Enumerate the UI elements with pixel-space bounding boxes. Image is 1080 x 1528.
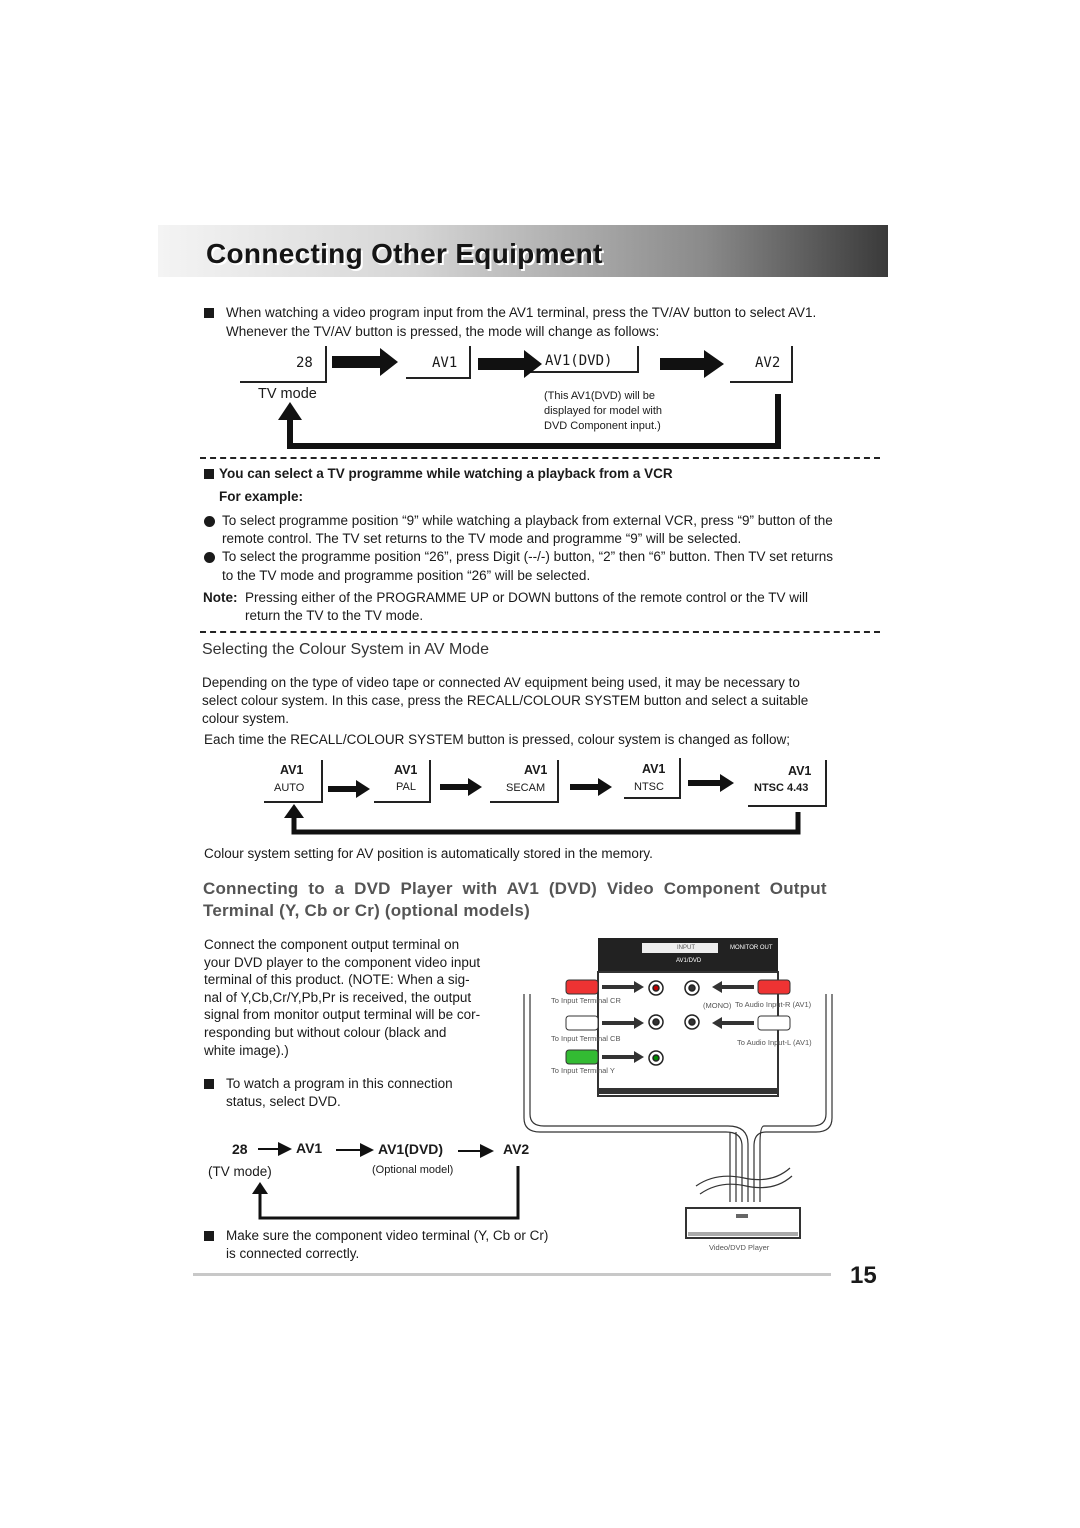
diagram-input-label: INPUT <box>677 945 695 951</box>
colour-box1-top: AV1 <box>280 763 304 777</box>
dvd-seq-av1: AV1 <box>296 1140 323 1156</box>
colour-p1-line1: Depending on the type of video tape or connected AV equipment being used, it may be necessary to <box>202 675 800 690</box>
diagram-cb-label: To Input Terminal CB <box>551 1034 621 1043</box>
colour-box3-top: AV1 <box>524 763 548 777</box>
bullet-square <box>204 469 214 479</box>
dvd-seq-channel: 28 <box>232 1141 248 1157</box>
dvd-connection-diagram <box>516 936 846 1266</box>
dvd-p-line7: white image).) <box>204 1043 289 1058</box>
page-title: Connecting Other Equipment <box>206 238 603 269</box>
bullet-dot <box>204 552 215 563</box>
seq-note-line1: (This AV1(DVD) will be <box>544 390 656 402</box>
diagram-av1dvd-label: AV1/DVD <box>676 958 702 964</box>
seq-av2: AV2 <box>755 355 781 371</box>
dvd-sequence-diagram <box>200 1136 530 1226</box>
colour-box1-bottom: AUTO <box>274 782 305 794</box>
dvd-heading-line1: Connecting to a DVD Player with AV1 (DVD) Video Component Output <box>203 879 827 898</box>
dvd-p-line2: your DVD player to the component video input <box>204 955 481 970</box>
vcr-bullet1-line1: To select programme position “9” while watching a playback from external VCR, press “9” button of the <box>222 513 833 528</box>
footer-rule <box>193 1273 831 1276</box>
dvd-watch-line1: To watch a program in this connection <box>226 1076 453 1091</box>
colour-box3-bottom: SECAM <box>506 782 546 794</box>
note-line2: return the TV to the TV mode. <box>245 608 424 623</box>
diagram-monitor-out-label: MONITOR OUT <box>730 945 773 951</box>
make-sure-line1: Make sure the component video terminal (Y, Cb or Cr) <box>226 1228 549 1243</box>
colour-heading: Selecting the Colour System in AV Mode <box>202 641 489 658</box>
bullet-square <box>204 1231 214 1241</box>
diagram-audio-r-label: To Audio Input-R (AV1) <box>735 1000 812 1009</box>
seq-tv-mode: TV mode <box>258 386 317 402</box>
dvd-seq-av2: AV2 <box>503 1141 530 1157</box>
diagram-mono-label: (MONO) <box>703 1001 732 1010</box>
seq-av1-dvd: AV1(DVD) <box>545 353 613 369</box>
vcr-bullet1-line2: remote control. The TV set returns to the TV mode and programme “9” will be selected. <box>222 531 742 546</box>
dvd-p-line6: responding but without colour (black and <box>204 1025 447 1040</box>
for-example-label: For example: <box>219 489 304 504</box>
dvd-heading-line2: Terminal (Y, Cb or Cr) (optional models) <box>203 901 530 920</box>
diagram-audio-l-label: To Audio Input-L (AV1) <box>737 1038 812 1047</box>
colour-box5-top: AV1 <box>788 764 812 778</box>
diagram-player-label: Video/DVD Player <box>709 1243 770 1252</box>
colour-box5-bottom: NTSC 4.43 <box>754 782 809 794</box>
vcr-bullet2-line2: to the TV mode and programme position “26” will be selected. <box>222 568 591 583</box>
colour-box2-top: AV1 <box>394 763 418 777</box>
colour-box2-bottom: PAL <box>396 781 416 793</box>
dvd-seq-optional: (Optional model) <box>372 1164 454 1176</box>
seq-note-line2: displayed for model with <box>544 405 663 417</box>
divider-bottom <box>200 631 880 633</box>
tv-av-sequence-diagram <box>230 342 810 457</box>
bullet-square <box>204 308 214 318</box>
dvd-p-line5: signal from monitor output terminal will be cor- <box>204 1007 481 1022</box>
seq-av1: AV1 <box>432 355 458 371</box>
colour-stored-note: Colour system setting for AV position is automatically stored in the memory. <box>204 846 653 861</box>
colour-box4-top: AV1 <box>642 762 666 776</box>
seq-note-line3: DVD Component input.) <box>544 420 661 432</box>
bullet-dot <box>204 516 215 527</box>
divider-top <box>200 457 880 459</box>
colour-box4-bottom: NTSC <box>634 781 664 793</box>
note-line1: Pressing either of the PROGRAMME UP or DOWN buttons of the remote control or the TV will <box>245 590 808 605</box>
dvd-p-line1: Connect the component output terminal on <box>204 937 460 952</box>
note-label: Note: <box>203 590 238 605</box>
dvd-p-line4: nal of Y,Cb,Cr/Y,Pb,Pr is received, the output <box>204 990 472 1005</box>
colour-p1-line2: select colour system. In this case, press the RECALL/COLOUR SYSTEM button and select a suitable <box>202 693 809 708</box>
intro-line2: Whenever the TV/AV button is pressed, the mode will change as follows: <box>226 324 660 339</box>
colour-p1-line3: colour system. <box>202 711 290 726</box>
colour-p2: Each time the RECALL/COLOUR SYSTEM button is pressed, colour system is changed as follow; <box>204 732 790 747</box>
bullet-square <box>204 1079 214 1089</box>
page-number: 15 <box>850 1262 877 1289</box>
intro-line1: When watching a video program input from the AV1 terminal, press the TV/AV button to select AV1. <box>226 305 817 320</box>
dvd-p-line3: terminal of this product. (NOTE: When a sig- <box>204 972 470 987</box>
vcr-heading: You can select a TV programme while watching a playback from a VCR <box>219 466 673 481</box>
dvd-watch-line2: status, select DVD. <box>226 1094 341 1109</box>
dvd-seq-av1dvd: AV1(DVD) <box>378 1141 444 1157</box>
make-sure-line2: is connected correctly. <box>226 1246 360 1261</box>
seq-channel-28: 28 <box>296 355 313 371</box>
diagram-y-label: To Input Terminal Y <box>551 1066 615 1075</box>
dvd-seq-tv-mode: (TV mode) <box>208 1164 272 1179</box>
vcr-bullet2-line1: To select the programme position “26”, press Digit (--/-) button, “2” then “6” button. Then TV set returns <box>222 549 834 564</box>
diagram-cr-label: To Input Terminal CR <box>551 996 621 1005</box>
